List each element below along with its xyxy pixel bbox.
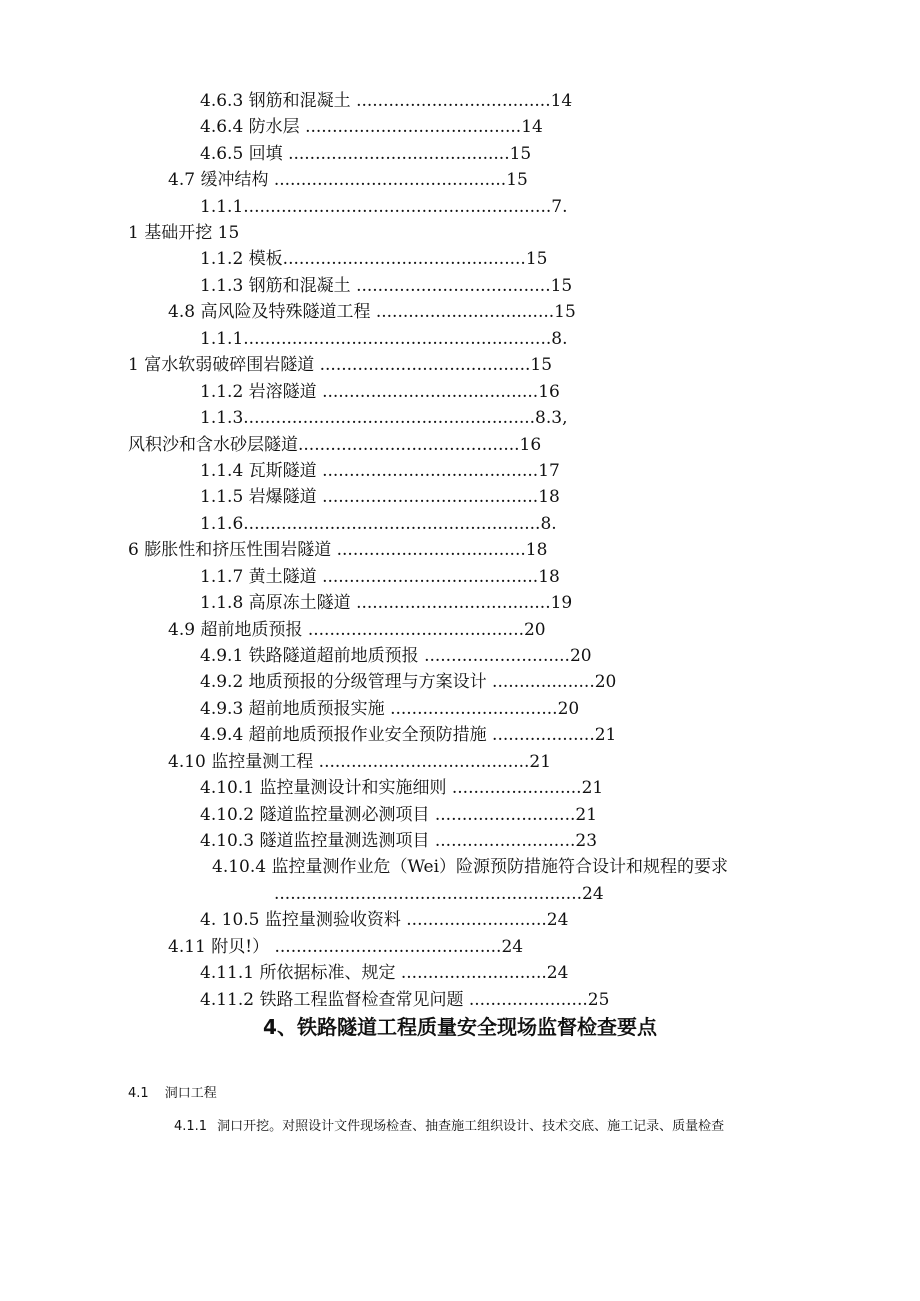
toc-entry: 4.10.2 隧道监控量测必测项目 ..........................21 (200, 805, 598, 825)
toc-entry: 风积沙和含水砂层隧道.........................................16 (128, 435, 542, 455)
toc-entry: 4.9.1 铁路隧道超前地质预报 ...........................20 (200, 646, 592, 666)
toc-entry: 4.6.4 防水层 ........................................14 (200, 117, 543, 137)
toc-entry: 1.1.3......................................................8.3, (200, 408, 568, 428)
toc-entry: 1.1.5 岩爆隧道 ........................................18 (200, 487, 560, 507)
section-heading (128, 1084, 528, 1104)
subsection-text: 洞口开挖。对照设计文件现场检查、抽查施工组织设计、技术交底、施工记录、质量检查 (217, 1119, 725, 1134)
toc-entry: 4.9.2 地质预报的分级管理与方案设计 ...................20 (200, 672, 617, 692)
toc-entry: 4.6.5 回填 .........................................15 (200, 144, 532, 164)
toc-entry: 4.10.3 隧道监控量测选测项目 ..........................23 (200, 831, 598, 851)
toc-entry: 4. 10.5 监控量测验收资料 ..........................24 (200, 910, 569, 930)
toc-entry: 4.6.3 钢筋和混凝土 ....................................14 (200, 91, 573, 111)
toc-entry: 4.10 监控量测工程 .......................................21 (168, 752, 552, 772)
toc-entry: 4.11 附贝!） ..........................................24 (168, 937, 524, 957)
toc-entry: 4.10.1 监控量测设计和实施细则 ........................21 (200, 778, 604, 798)
section-title: 洞口工程 (164, 1086, 217, 1101)
toc-entry: 1.1.8 高原冻土隧道 ....................................19 (200, 593, 573, 613)
subsection-paragraph (174, 1117, 814, 1137)
toc-entry: 4.8 高风险及特殊隧道工程 .................................15 (168, 302, 576, 322)
toc-entry: 4.9.4 超前地质预报作业安全预防措施 ...................21 (200, 725, 617, 745)
toc-entry: 6 膨胀性和挤压性围岩隧道 ...................................18 (128, 540, 548, 560)
toc-entry: 4.11.2 铁路工程监督检查常见问题 ......................25 (200, 990, 610, 1010)
toc-entry: 1.1.2 模板.............................................15 (200, 249, 548, 269)
toc-entry: 4.7 缓冲结构 ...........................................15 (168, 170, 528, 190)
toc-entry: 1.1.6.......................................................8. (200, 514, 557, 534)
toc-entry: 1.1.1.........................................................7. (200, 197, 568, 217)
chapter-heading: 4、铁路隧道工程质量安全现场监督检查要点 (263, 1015, 657, 1039)
toc-entry: 1 基础开挖 15 (128, 223, 240, 243)
toc-entry: 4.11.1 所依据标准、规定 ...........................24 (200, 963, 569, 983)
toc-entry: 1.1.2 岩溶隧道 ........................................16 (200, 382, 560, 402)
toc-entry: 1.1.4 瓦斯隧道 ........................................17 (200, 461, 560, 481)
toc-entry: 1 富水软弱破碎围岩隧道 .......................................15 (128, 355, 553, 375)
toc-entry: 4.9 超前地质预报 ........................................20 (168, 620, 546, 640)
toc-entry: 4.9.3 超前地质预报实施 ...............................20 (200, 699, 580, 719)
toc-entry: 1.1.1.........................................................8. (200, 329, 568, 349)
subsection-number: 4.1.1 (174, 1119, 208, 1134)
section-number: 4.1 (128, 1086, 149, 1101)
toc-entry: 1.1.7 黄土隧道 ........................................18 (200, 567, 560, 587)
toc-entry: .........................................................24 (274, 884, 604, 904)
toc-entry: 1.1.3 钢筋和混凝土 ....................................15 (200, 276, 573, 296)
toc-entry: 4.10.4 监控量测作业危（Wei）险源预防措施符合设计和规程的要求 (212, 857, 729, 877)
